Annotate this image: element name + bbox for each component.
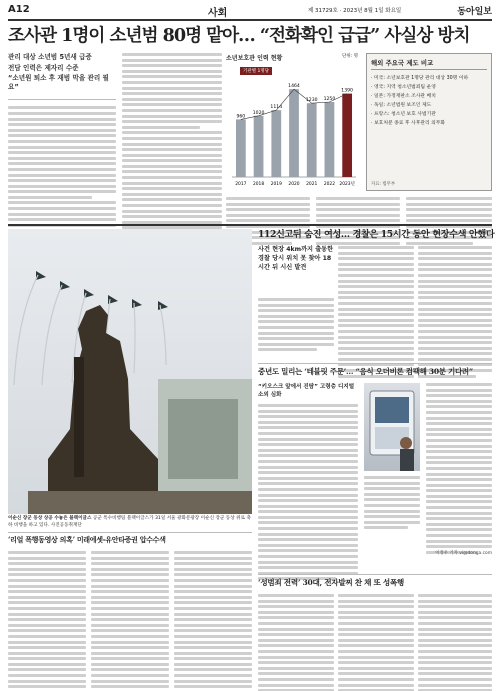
- chart-bar: [236, 119, 246, 177]
- section-divider-1: [8, 224, 492, 226]
- chart-bar: [325, 102, 335, 177]
- story5-body-1: [258, 594, 334, 691]
- story2-body-2: [338, 246, 414, 380]
- comparison-item: · 미국: 소년보호관 1명당 관리 대상 30명 이하: [371, 76, 469, 81]
- staffing-chart: [226, 53, 360, 191]
- story2-headline: 112신고뒤 숨진 여성… 경찰은 15시간 동안 현장수색 안했다: [258, 229, 495, 240]
- story2-body-3: [418, 246, 492, 380]
- story3-body-2: [364, 476, 420, 532]
- chart-data-label: 1390: [341, 88, 353, 94]
- lead-subhead-2: 전담 인력은 제자리 수준: [8, 63, 79, 72]
- lead-subhead-1: 관리 대상 소년범 5년새 급증: [8, 53, 92, 61]
- chart-data-label: 1464: [288, 84, 300, 90]
- comparison-title: 해외 주요국 제도 비교: [371, 58, 487, 70]
- story3-headline: 중년도 밀리는 ‘테블릿 주문’… “음식 오더비론 컴팩해 30분 기다려”: [258, 367, 473, 376]
- chart-tick-label: 2019: [270, 182, 282, 187]
- story4-body-1: [8, 551, 86, 691]
- story5-body-2: [338, 594, 414, 691]
- chart-bar: [342, 94, 352, 177]
- photo-caption: [8, 516, 252, 529]
- story5-headline: ‘성범죄 전력’ 30대, 전자발찌 찬 채 또 성폭행: [258, 578, 404, 587]
- photo-caption-title: 이순신 장군 동상 상공 수놓은 블랙이글스: [8, 516, 92, 521]
- story3-subhead: “키오스크 앞에서 진땀” 고령층 디지털 소외 심화: [258, 384, 355, 398]
- comparison-source: 자료: 법무부: [371, 182, 396, 187]
- chart-title: 소년보호관 인력 현황: [226, 55, 283, 62]
- chart-bar: [254, 116, 264, 177]
- lead-headline: 조사관 1명이 소년범 80명 맡아… “전화확인 급급” 사실상 방치: [8, 25, 470, 46]
- chart-data-label: 1114: [270, 105, 283, 111]
- comparison-list: [371, 74, 487, 128]
- page-number: A12: [8, 4, 30, 15]
- chart-data-label: 1250: [323, 97, 336, 102]
- statue-illustration: [8, 229, 252, 514]
- lead-subhead-3: “소년원 퇴소 후 재범 막을 관리 필요”: [8, 74, 109, 91]
- comparison-box: [366, 53, 492, 191]
- chart-tick-label: 2018: [252, 182, 265, 187]
- section-name: 사회: [208, 8, 228, 19]
- statue-photo: [8, 229, 252, 514]
- kiosk-photo: [364, 383, 420, 471]
- paper-name: 동아일보: [457, 7, 492, 17]
- chart-tick-label: 2021: [306, 182, 318, 187]
- chart-tick-label: 2017: [235, 182, 247, 187]
- kiosk-illustration: [364, 383, 420, 471]
- story5-rule: [258, 574, 492, 575]
- chart-plot: [226, 71, 360, 191]
- story5-body-3: [418, 594, 492, 691]
- chart-highlight: 기관별 1명당: [240, 67, 272, 75]
- chart-data-label: 1230: [305, 98, 318, 104]
- story3-body-1: [258, 404, 358, 583]
- chart-data-label: 960: [236, 114, 246, 120]
- story4-rule: [8, 532, 252, 533]
- chart-bar: [289, 89, 299, 177]
- chart-tick-label: 2023년: [339, 182, 355, 187]
- chart-bar: [307, 103, 317, 177]
- story2-body-1: [258, 298, 334, 354]
- story3-byline: 이정우 기자 vi@donga.com: [435, 551, 492, 556]
- story3-body-3: [426, 383, 492, 556]
- story4-body-2: [91, 551, 169, 691]
- chart-tick-label: 2020: [288, 182, 300, 187]
- story2-subhead: 사건 현장 4km까지 출동한 경찰 당시 위치 못 찾아 18시간 뒤 시신 발견: [258, 246, 334, 271]
- comparison-item: · 보호처분 종료 후 사후관리 의무화: [371, 121, 446, 126]
- chart-bar: [271, 110, 281, 177]
- masthead: [8, 4, 492, 18]
- comparison-item: · 영국: 지역 청소년범죄팀 운영: [371, 85, 436, 90]
- masthead-rule: [8, 19, 492, 21]
- story-divider: [258, 363, 492, 364]
- story4-headline: ‘리얼 폭행동영상 의혹’ 미래에셋-유안타증권 압수수색: [8, 535, 166, 544]
- story4-body-3: [174, 551, 252, 691]
- comparison-item: · 독일: 소년법원 보조인 제도: [371, 103, 432, 108]
- comparison-item: · 일본: 가정재판소 조사관 배치: [371, 94, 436, 99]
- chart-unit: 단위: 명: [342, 54, 358, 59]
- issue-date: 제 31729호 · 2023년 8월 1일 화요일: [308, 8, 402, 14]
- comparison-item: · 프랑스: 청소년 보호 사법기관: [371, 112, 436, 117]
- chart-data-label: 1020: [252, 110, 265, 116]
- photo-caption-text: 공군 특수비행팀 블랙이글스가 31일 서울 광화문광장 이순신 장군 동상 위로 축하 비행을 하고 있다. 사진공동취재단: [8, 516, 251, 528]
- chart-tick-label: 2022: [323, 182, 336, 187]
